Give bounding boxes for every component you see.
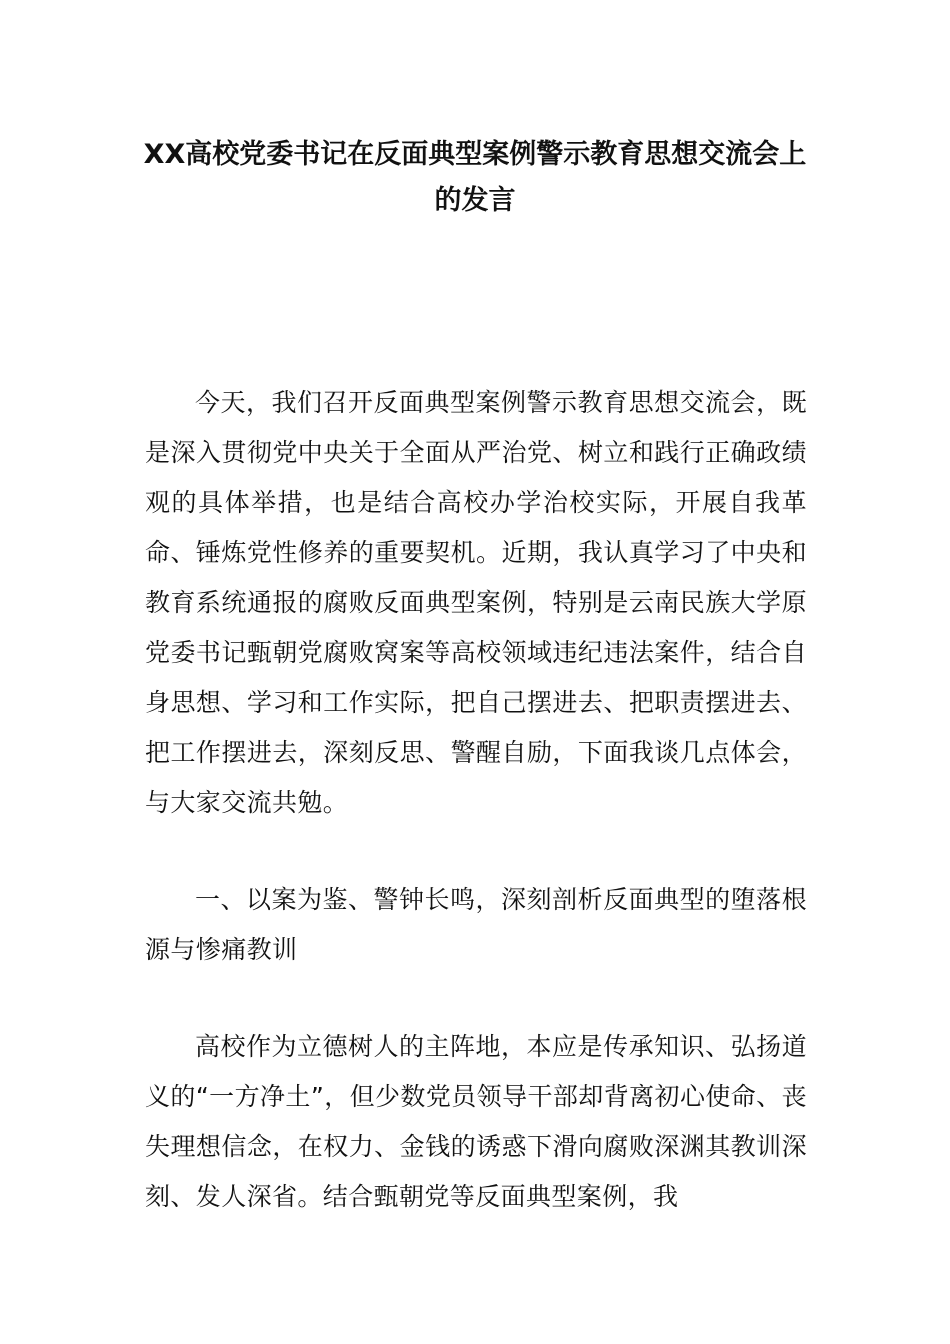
section-heading-1: 一、以案为鉴、警钟长鸣，深刻剖析反面典型的堕落根源与惨痛教训 <box>145 885 807 964</box>
section-1-paragraph: 高校作为立德树人的主阵地，本应是传承知识、弘扬道义的“一方净土”，但少数党员领导干部却背离初心使命、丧失理想信念，在权力、金钱的诱惑下滑向腐败深渊其教训深刻、发人深省。结合甄朝党等反面典型案例，我 <box>145 1032 807 1211</box>
document-title: XX高校党委书记在反面典型案例警示教育思想交流会上的发言 <box>143 139 807 216</box>
intro-paragraph: 今天，我们召开反面典型案例警示教育思想交流会，既是深入贯彻党中央关于全面从严治党、树立和践行正确政绩观的具体举措，也是结合高校办学治校实际，开展自我革命、锤炼党性修养的重要契机。近期，我认真学习了中央和教育系统通报的腐败反面典型案例，特别是云南民族大学原党委书记甄朝党腐败窝案等高校领域违纪违法案件，结合自身思想、学习和工作实际，把自己摆进去、把职责摆进去、把工作摆进去，深刻反思、警醒自励，下面我谈几点体会，与大家交流共勉。 <box>145 388 807 817</box>
